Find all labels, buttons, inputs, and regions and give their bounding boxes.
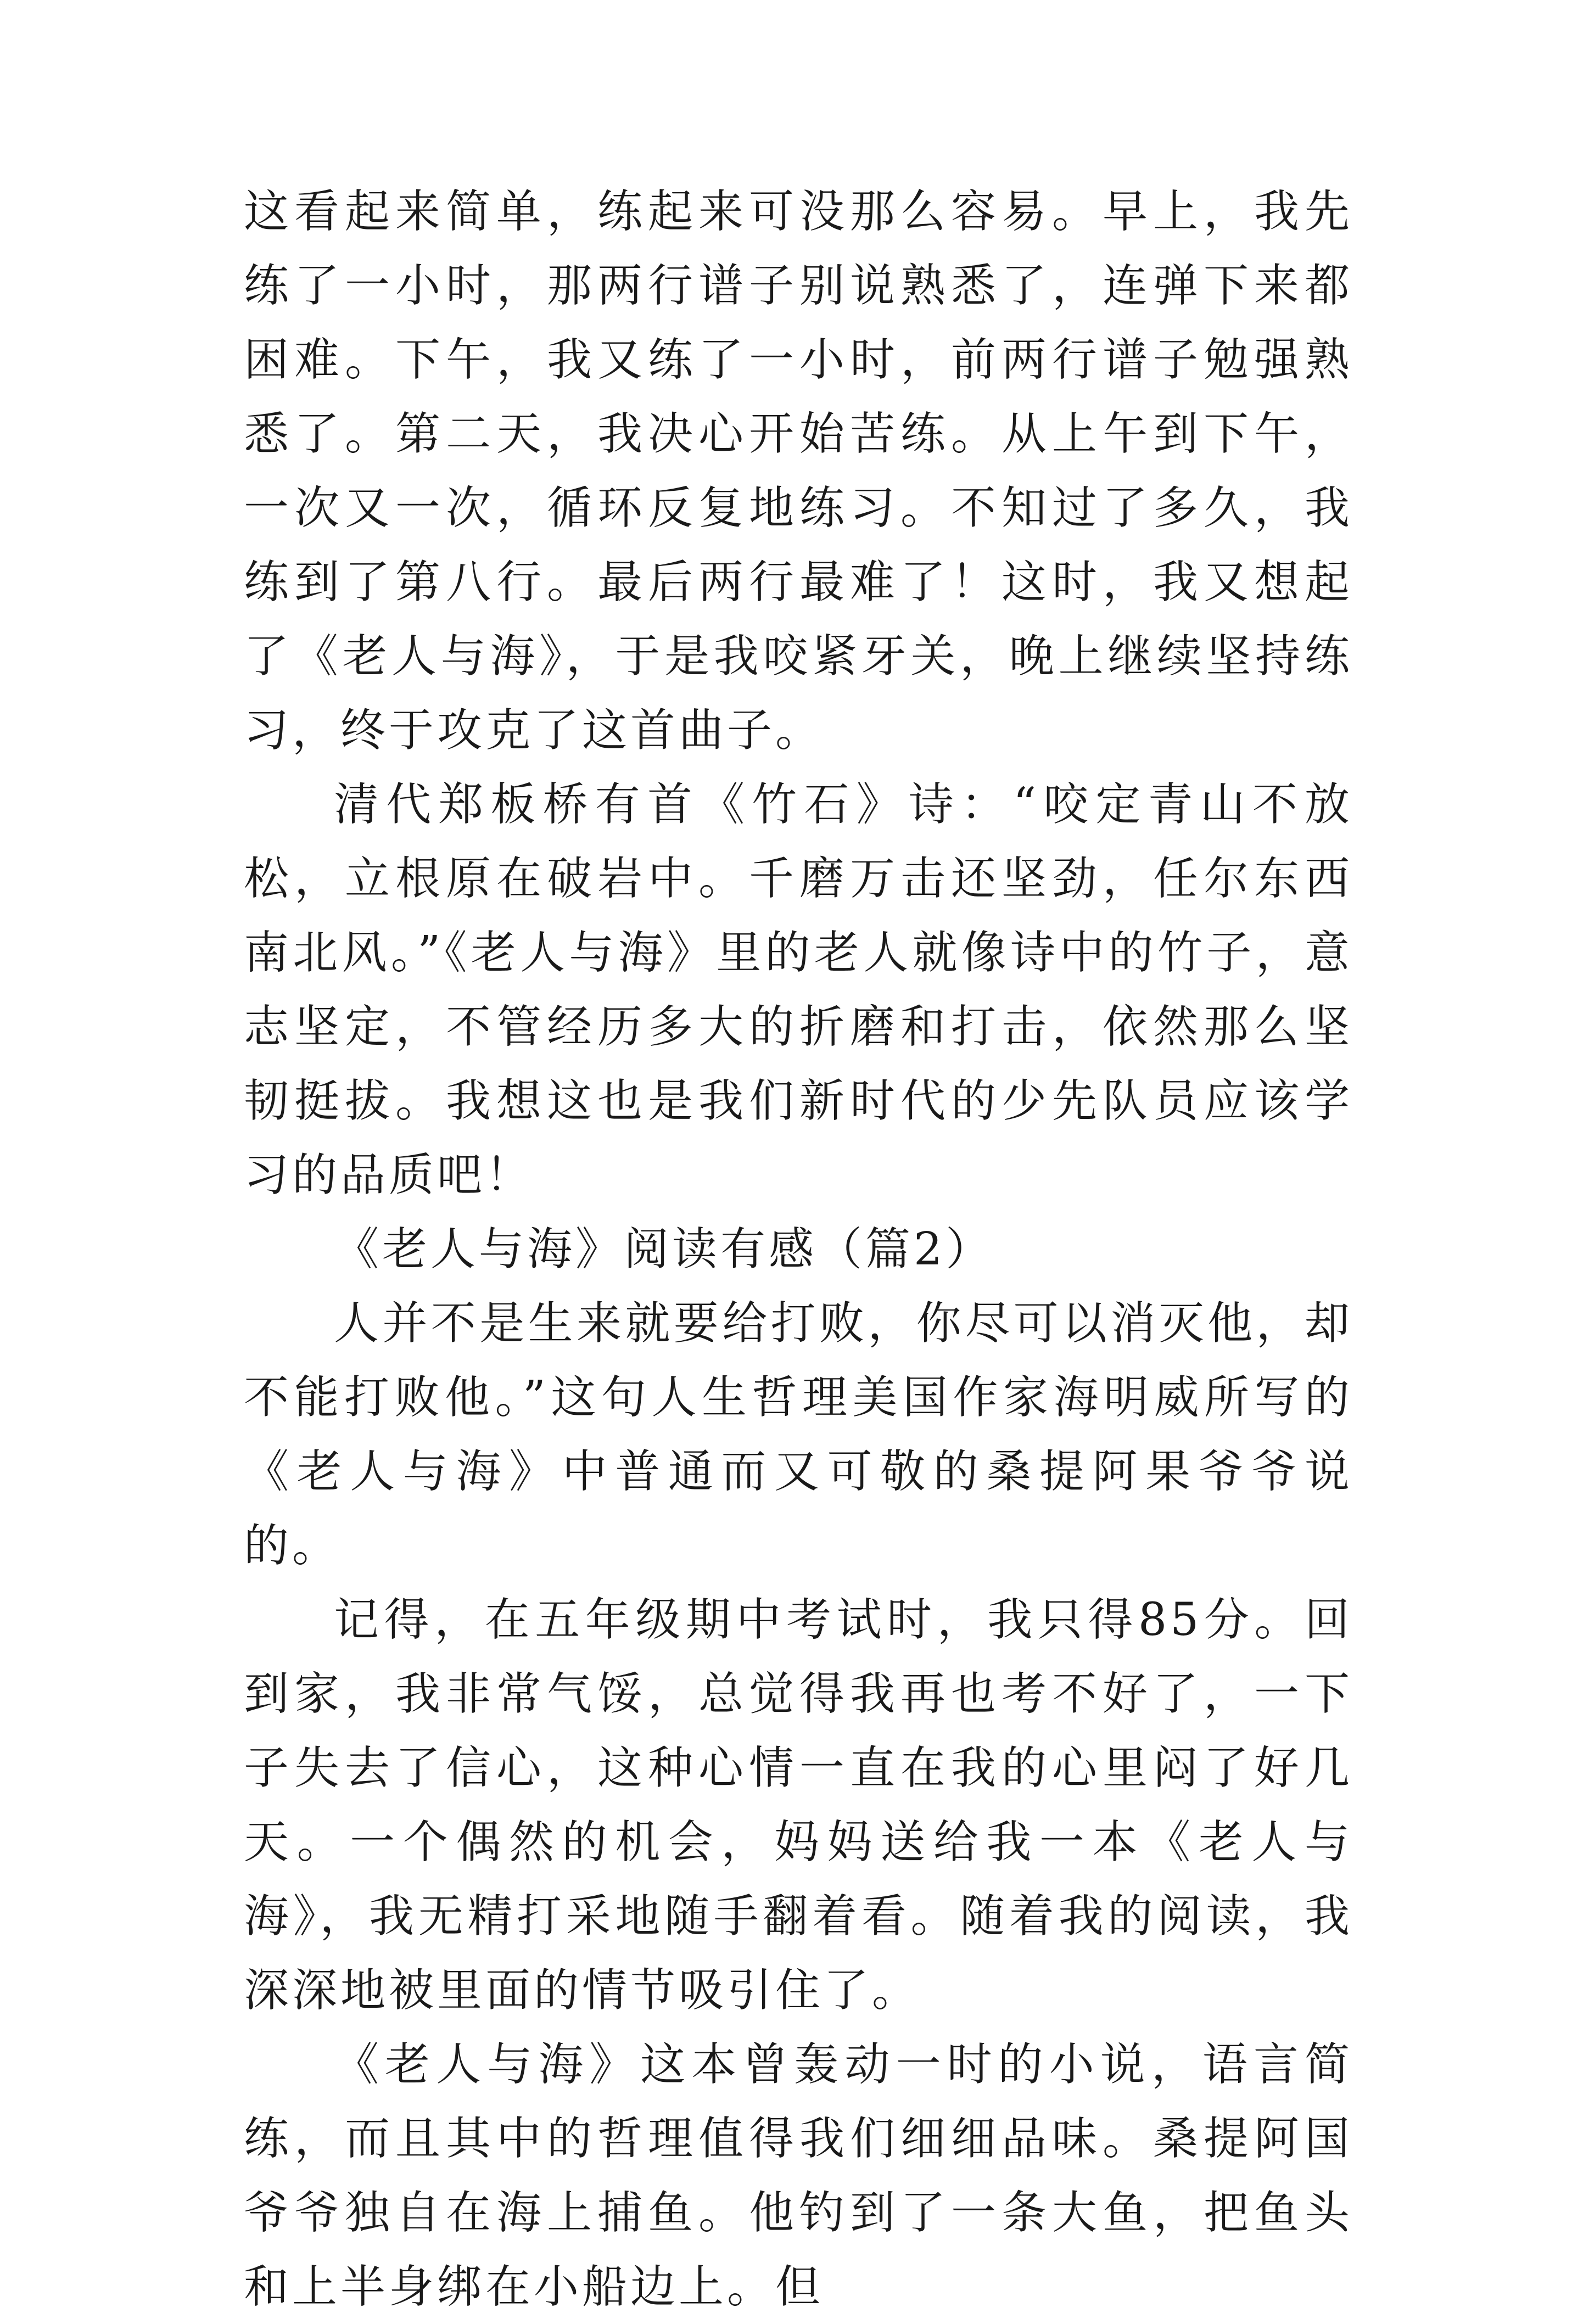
- section-heading: 《老人与海》阅读有感（篇2）: [334, 1223, 994, 1275]
- paragraph-3: 人并不是生来就要给打败，你尽可以消灭他，却不能打败他。”这句人生哲理美国作家海明威所写的《老人与海》中普通而又可敬的桑提阿果爷爷说的。: [244, 1297, 1353, 1572]
- paragraph-4: 记得，在五年级期中考试时，我只得85分。回到家，我非常气馁，总觉得我再也考不好了，一下子失去了信心，这种心情一直在我的心里闷了好几天。一个偶然的机会，妈妈送给我一本《老人与海》，我无精打采地随手翻着看。随着我的阅读，我深深地被里面的情节吸引住了。: [244, 1594, 1353, 2017]
- document-body: [244, 175, 1353, 2324]
- paragraph-5: 《老人与海》这本曾轰动一时的小说，语言简练，而且其中的哲理值得我们细细品味。桑提阿国爷爷独自在海上捕鱼。他钓到了一条大鱼，把鱼头和上半身绑在小船边上。但: [244, 2039, 1353, 2313]
- paragraph-1: 这看起来简单，练起来可没那么容易。早上，我先练了一小时，那两行谱子别说熟悉了，连弹下来都困难。下午，我又练了一小时，前两行谱子勉强熟悉了。第二天，我决心开始苦练。从上午到下午，一次又一次，循环反复地练习。不知过了多久，我练到了第八行。最后两行最难了！这时，我又想起了《老人与海》，于是我咬紧牙关，晚上继续坚持练习，终于攻克了这首曲子。: [244, 186, 1353, 757]
- paragraph-2: 清代郑板桥有首《竹石》诗：“咬定青山不放松，立根原在破岩中。千磨万击还坚劲，任尔东西南北风。”《老人与海》里的老人就像诗中的竹子，意志坚定，不管经历多大的折磨和打击，依然那么坚韧挺拔。我想这也是我们新时代的少先队员应该学习的品质吧！: [244, 779, 1353, 1201]
